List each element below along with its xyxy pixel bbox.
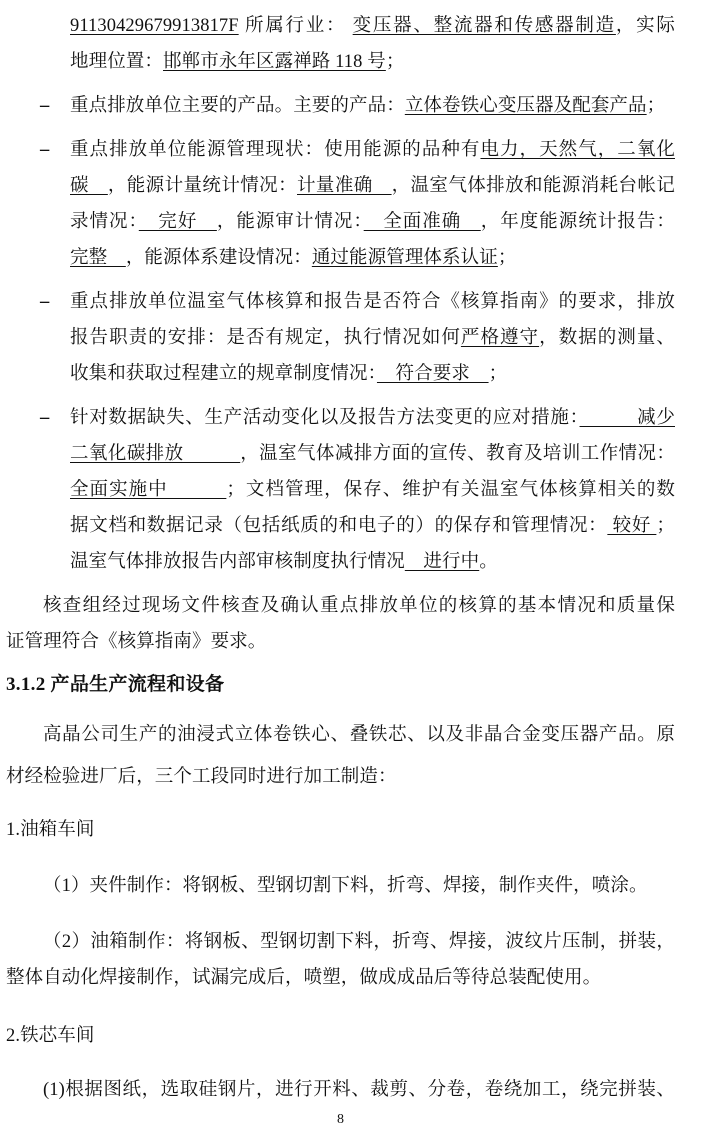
- underlined-value: 二氧化碳排放: [70, 444, 241, 464]
- bullet-main-products: [6, 88, 675, 124]
- text-segment: （1）夹件制作：将钢板、型钢切割下料，折弯、焊接，制作夹件，喷涂。: [43, 876, 648, 896]
- text-line: [6, 588, 675, 624]
- text-segment: ；: [497, 248, 517, 268]
- text-line: [70, 400, 675, 436]
- text-segment: 。: [479, 552, 498, 572]
- text-line: [70, 356, 675, 392]
- document-body: [6, 8, 675, 1108]
- underlined-value: 符合要求: [376, 364, 489, 384]
- text-line: [70, 544, 675, 580]
- text-segment: 核查组经过现场文件核查及确认重点排放单位的核算的基本情况和质量保: [43, 596, 675, 616]
- text-line: [70, 204, 675, 240]
- underlined-value: 较好: [607, 516, 657, 536]
- bullet-dash-marker: –: [40, 140, 50, 160]
- text-segment: 证管理符合《核算指南》要求。: [6, 632, 267, 652]
- text-segment: 材经检验进厂后，三个工段同时进行加工制造：: [6, 767, 397, 787]
- bullet-dash-marker: –: [40, 408, 50, 428]
- sub-tank-making: [6, 924, 675, 996]
- text-line: [6, 714, 675, 756]
- underlined-value: 全面实施中: [70, 480, 227, 500]
- bullet-content: [70, 132, 675, 276]
- text-segment: ；: [656, 516, 675, 536]
- text-segment: 温室气体排放报告内部审核制度执行情况: [70, 552, 405, 572]
- text-line: [70, 88, 675, 124]
- underlined-value: 全面准确: [363, 212, 481, 232]
- text-line: [70, 472, 675, 508]
- page-number: 8: [337, 1112, 344, 1127]
- underlined-value: 计量准确: [297, 176, 392, 196]
- text-segment: ，能源计量统计情况：: [107, 176, 297, 196]
- text-line: [6, 756, 675, 798]
- text-segment: 地理位置：: [70, 52, 164, 72]
- text-segment: 所属行业：: [238, 16, 353, 36]
- text-line: [70, 44, 675, 80]
- item-core-workshop: [6, 1018, 675, 1054]
- text-segment: 重点排放单位主要的产品。主要的产品：: [70, 96, 405, 116]
- sub-clamp-making: [6, 868, 675, 904]
- text-segment: 重点排放单位能源管理现状：使用能源的品种有: [70, 140, 481, 160]
- text-line: [6, 1072, 675, 1108]
- text-segment: 针对数据缺失、生产活动变化以及报告方法变更的应对措施：: [70, 408, 580, 428]
- bullet-content: [70, 284, 675, 392]
- text-segment: ，能源体系建设情况：: [125, 248, 312, 268]
- text-line: [6, 868, 675, 904]
- text-segment: 录情况：: [70, 212, 139, 232]
- text-segment: ，能源审计情况：: [216, 212, 364, 232]
- text-line: [70, 508, 675, 544]
- text-segment: ，温室气体排放和能源消耗台帐记: [391, 176, 675, 196]
- text-segment: (1)根据图纸，选取硅钢片，进行开料、裁剪、分卷，卷绕加工，绕完拼装、: [43, 1080, 675, 1100]
- text-segment: ，数据的测量、: [539, 328, 675, 348]
- text-line: [6, 1018, 675, 1054]
- text-segment: 收集和获取过程建立的规章制度情况：: [70, 364, 377, 384]
- sub-core-process: [6, 1072, 675, 1108]
- text-line: [70, 240, 675, 276]
- text-segment: 据文档和数据记录（包括纸质的和电子的）的保存和管理情况：: [70, 516, 608, 536]
- text-segment: ，温室气体减排方面的宣传、教育及培训工作情况：: [240, 444, 675, 464]
- text-segment: 整体自动化焊接制作，试漏完成后，喷塑，做成成品后等待总装配使用。: [6, 968, 602, 988]
- text-line: [6, 960, 675, 996]
- text-segment: 报告职责的安排：是否有规定，执行情况如何: [70, 328, 461, 348]
- text-line: [6, 624, 675, 660]
- text-segment: ；: [385, 52, 405, 72]
- text-segment: 3.1.2 产品生产流程和设备: [6, 674, 225, 695]
- text-line: [70, 320, 675, 356]
- underlined-value: 91130429679913817F: [70, 16, 239, 36]
- underlined-value: 减少: [579, 408, 675, 428]
- text-line: [6, 812, 675, 848]
- text-segment: 重点排放单位温室气体核算和报告是否符合《核算指南》的要求，排放: [70, 292, 675, 312]
- text-line: [6, 924, 675, 960]
- underlined-value: 电力，天然气，二氧化: [480, 140, 675, 160]
- text-line: [70, 8, 675, 44]
- underlined-value: 完好: [138, 212, 217, 232]
- bullet-content: [70, 88, 675, 124]
- underlined-value: 邯郸市永年区露禅路 118 号: [163, 52, 386, 72]
- text-segment: ，实际: [615, 16, 675, 36]
- text-line: [70, 284, 675, 320]
- text-segment: 2.铁芯车间: [6, 1026, 95, 1046]
- underlined-value: 完整: [70, 248, 126, 268]
- text-line: [6, 670, 675, 700]
- para-production-overview: [6, 714, 675, 798]
- para-verification-conclusion: [6, 588, 675, 660]
- text-line: [70, 132, 675, 168]
- bullet-dash-marker: –: [40, 96, 50, 116]
- text-segment: ；文档管理，保存、维护有关温室气体核算相关的数: [226, 480, 675, 500]
- registration-industry-location: [6, 8, 675, 80]
- underlined-value: 变压器、整流器和传感器制造: [352, 16, 616, 36]
- text-segment: 高晶公司生产的油浸式立体卷铁心、叠铁芯、以及非晶合金变压器产品。原: [43, 725, 675, 745]
- underlined-value: 碳: [70, 176, 108, 196]
- item-oil-tank-workshop: [6, 812, 675, 848]
- bullet-ghg-compliance: [6, 284, 675, 392]
- page-footer: [6, 1110, 675, 1130]
- underlined-value: 严格遵守: [460, 328, 540, 348]
- bullet-energy-management: [6, 132, 675, 276]
- text-segment: （2）油箱制作：将钢板、型钢切割下料，折弯、焊接，波纹片压制，拼装，: [43, 932, 675, 952]
- underlined-value: 进行中: [404, 552, 480, 572]
- text-line: [70, 436, 675, 472]
- text-line: [70, 168, 675, 204]
- underlined-value: 通过能源管理体系认证: [311, 248, 498, 268]
- underlined-value: 立体卷铁心变压器及配套产品: [404, 96, 647, 116]
- bullet-content: [70, 400, 675, 580]
- text-segment: ；: [646, 96, 666, 116]
- text-segment: 1.油箱车间: [6, 820, 95, 840]
- text-segment: ，年度能源统计报告：: [480, 212, 675, 232]
- text-segment: ；: [488, 364, 508, 384]
- heading-3-1-2: [6, 670, 675, 700]
- bullet-dash-marker: –: [40, 292, 50, 312]
- bullet-response-measures: [6, 400, 675, 580]
